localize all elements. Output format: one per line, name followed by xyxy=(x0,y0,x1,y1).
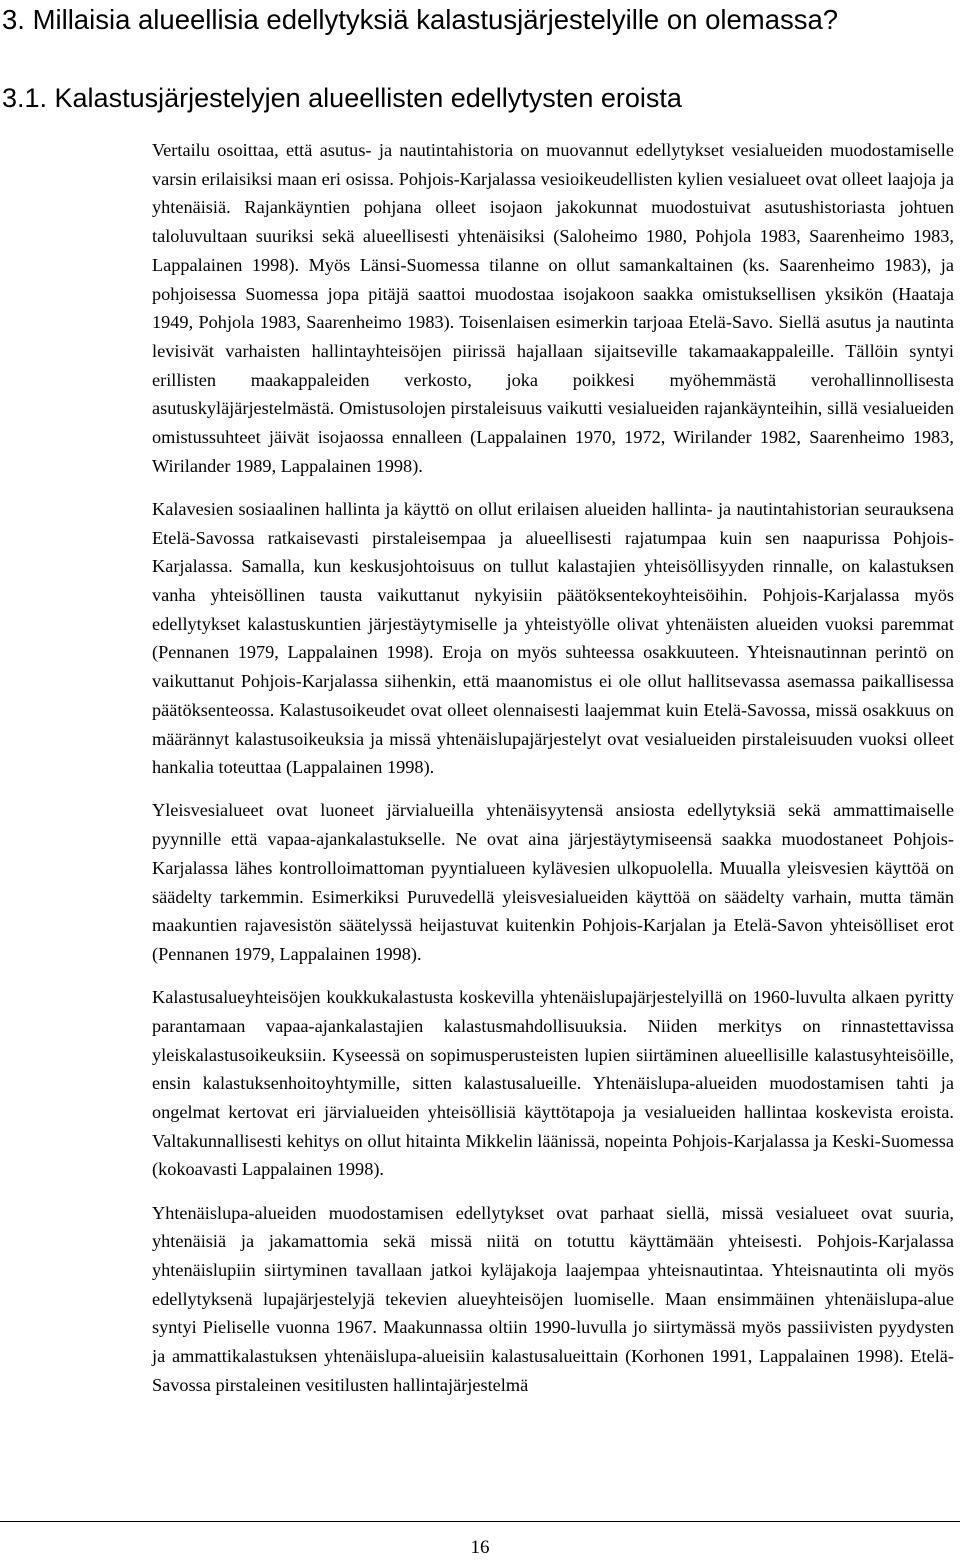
paragraph: Kalavesien sosiaalinen hallinta ja käyttö on ollut erilaisen alueiden hallinta- ja nautintahistorian seurauksena Etelä-Savossa ratkaisevasti pirstaleisempaa ja alueellisesti rajatumpaa kuin sen naapurissa Pohjois-Karjalassa. Samalla, kun keskusjohtoisuus on tullut kalastajien yhteisöllisyyden rinnalle, on kalastuksen vanha yhteisöllinen tausta vaikuttanut nykyisiin päätöksentekoyhteisöihin. Pohjois-Karjalassa myös edellytykset kalastuskuntien järjestäytymiselle ja yhteistyölle olivat yhtenäisten alueiden vuoksi paremmat (Pennanen 1979, Lappalainen 1998). Eroja on myös suhteessa osakkuuteen. Yhteisnautinnan perintö on vaikuttanut Pohjois-Karjalassa siihenkin, että maanomistus ei ole ollut hallitsevassa asemassa paikallisessa päätöksenteossa. Kalastusoikeudet ovat olleet olennaisesti laajemmat kuin Etelä-Savossa, missä osakkuus on määrännyt kalastusoikeuksia ja missä yhtenäislupajärjestelyt ovat vesialueiden pirstaleisuuden vuoksi olleet hankalia toteuttaa (Lappalainen 1998). xyxy=(152,498,954,778)
paragraph: Kalastusalueyhteisöjen koukkukalastusta koskevilla yhtenäislupajärjestelyillä on 1960-luvulta alkaen pyritty parantamaan vapaa-ajankalastajien kalastusmahdollisuuksia. Niiden merkitys on rinnastettavissa yleiskalastusoikeuksiin. Kyseessä on sopimusperusteisten lupien siirtäminen alueellisille kalastusyhteisöille, ensin kalastuksenhoitoyhtymille, sitten kalastusalueille. Yhtenäislupa-alueiden muodostamisen tahti ja ongelmat kertovat eri järvialueiden yhteisöllisiä käyttötapoja ja vesialueiden hallintaa koskevista eroista. Valtakunnallisesti kehitys on ollut hitainta Mikkelin läänissä, nopeinta Pohjois-Karjalassa ja Keski-Suomessa (kokoavasti Lappalainen 1998). xyxy=(152,987,954,1180)
section-heading: 3. Millaisia alueellisia edellytyksiä kalastusjärjestelyille on olemassa? xyxy=(2,4,839,35)
paragraph: Vertailu osoittaa, että asutus- ja nautintahistoria on muovannut edellytykset vesialueiden muodostamiselle varsin erilaisiksi maan eri osissa. Pohjois-Karjalassa vesioikeudellisten kylien vesialueet ovat olleet laajoja ja yhtenäisiä. Rajankäyntien pohjana olleet isojaon jakokunnat muodostuivat asutushistoriasta johtuen taloluvultaan suuriksi sekä alueellisesti yhtenäisiksi (Saloheimo 1980, Pohjola 1983, Saarenheimo 1983, Lappalainen 1998). Myös Länsi-Suomessa tilanne on ollut samankaltainen (ks. Saarenheimo 1983), ja pohjoisessa Suomessa jopa pitäjä saattoi muodostaa isojakoon saakka omistuksellisen yksikön (Haataja 1949, Pohjola 1983, Saarenheimo 1983). Toisenlaisen esimerkin tarjoaa Etelä-Savo. Siellä asutus ja nautinta levisivät varhaisten hallintayhteisöjen piirissä hajallaan sijaitseville takamaakappaleille. Tällöin syntyi erillisten maakappaleiden verkosto, joka poikkesi myöhemmästä verohallinnollisesta asutuskyläjärjestelmästä. Omistusolojen pirstaleisuus vaikutti vesialueiden rajankäynteihin, sillä vesialueiden omistussuhteet jäivät isojaossa ennalleen (Lappalainen 1970, 1972, Wirilander 1982, Saarenheimo 1983, Wirilander 1989, Lappalainen 1998). xyxy=(152,140,954,476)
footer-divider xyxy=(0,1521,960,1522)
body-text xyxy=(152,136,954,1400)
page-number: 16 xyxy=(470,1537,490,1558)
subsection-heading: 3.1. Kalastusjärjestelyjen alueellisten edellytysten eroista xyxy=(2,83,682,113)
paragraph: Yhtenäislupa-alueiden muodostamisen edellytykset ovat parhaat siellä, missä vesialueet ovat suuria, yhtenäisiä ja jakamattomia sekä missä niitä on totuttu käyttämään yhteisesti. Pohjois-Karjalassa yhtenäislupiin siirtyminen tavallaan jatkoi kyläjakoja laajempaa yhteisnautintaa. Yhteisnautinta oli myös edellytyksenä lupajärjestelyjä tekevien alueyhteisöjen luomiselle. Maan ensimmäinen yhtenäislupa-alue syntyi Pieliselle vuonna 1967. Maakunnassa oltiin 1990-luvulla jo siirtymässä myös passiivisten pyydysten ja ammattikalastuksen yhtenäislupa-alueisiin kalastusalueittain (Korhonen 1991, Lappalainen 1998). Etelä-Savossa pirstaleinen vesitilusten hallintajärjestelmä xyxy=(152,1202,954,1395)
paragraph: Yleisvesialueet ovat luoneet järvialueilla yhtenäisyytensä ansiosta edellytyksiä sekä ammattimaiselle pyynnille että vapaa-ajankalastukselle. Ne ovat aina järjestäytymiseensä saakka muodostaneet Pohjois-Karjalassa lähes kontrolloimattoman pyyntialueen kylävesien ulkopuolella. Muualla yleisvesien käyttöä on säädelty tarkemmin. Esimerkiksi Puruvedellä yleisvesialueiden käyttöä on säädelty varhain, mutta tämän maakuntien rajavesistön säätelyssä heijastuvat kuitenkin Pohjois-Karjalan ja Etelä-Savon yhteisölliset erot (Pennanen 1979, Lappalainen 1998). xyxy=(152,800,954,964)
